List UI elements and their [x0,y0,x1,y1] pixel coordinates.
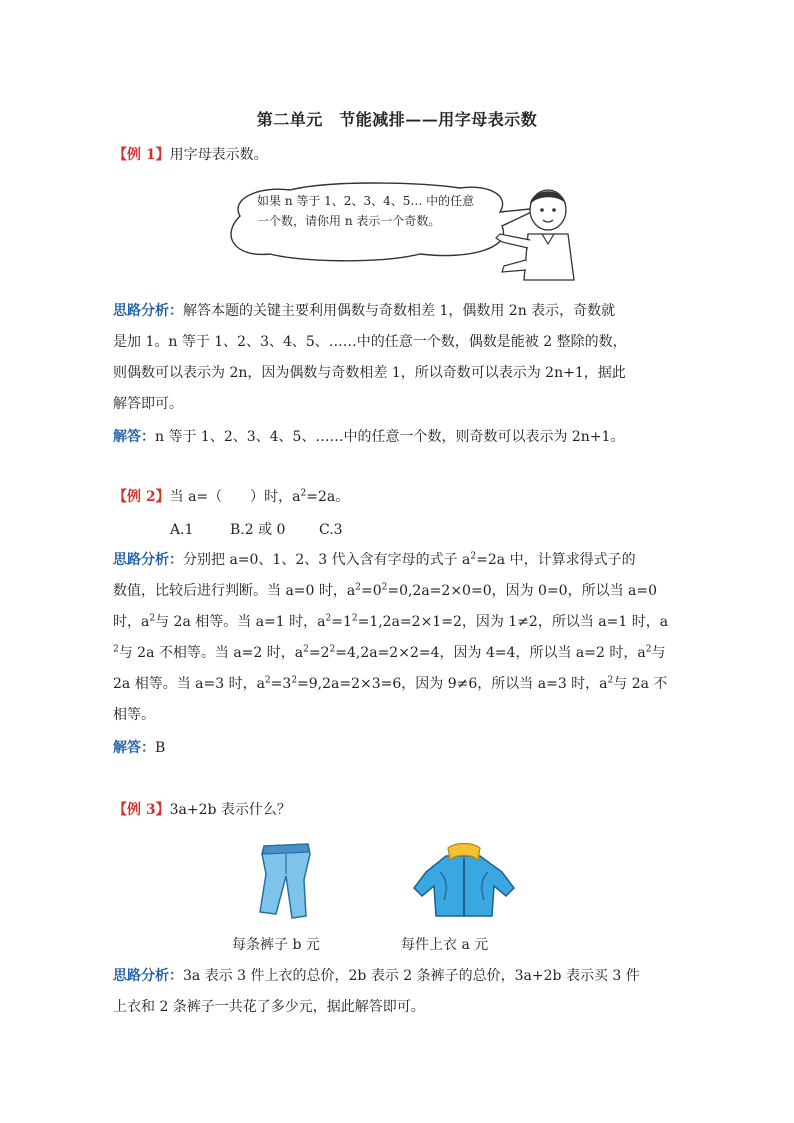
example-2-analysis-line-2 [113,581,688,601]
example-3-question [113,800,688,820]
option-a: A.1 [170,522,194,538]
speech-bubble-line-1: 如果 n 等于 1、2、3、4、5… 中的任意 [257,194,475,208]
example-1-analysis-line-2: 是加 1。n 等于 1、2、3、4、5、……中的任意一个数，偶数是能被 2 整除的数， [113,334,627,350]
superscript: 2 [645,644,652,655]
example-3-analysis-line-1 [113,966,688,986]
analysis-text: =0 [360,583,382,599]
question-text: 当 a=（ ）时，a [169,489,301,505]
example-3-analysis-line-2: 上衣和 2 条裤子一共花了多少元，据此解答即可。 [113,999,425,1015]
superscript: 2 [607,675,614,686]
example-2-options [170,519,343,539]
analysis-text: 分别把 a=0、1、2、3 代入含有字母的式子 a [183,552,471,568]
example-1-analysis-label: 思路分析： [113,303,183,319]
superscript: 2 [325,613,332,624]
analysis-text: =4,2a=2×2=4，因为 4=4，所以当 a=2 时，a [335,645,646,661]
example-2-answer [113,738,688,758]
page-title: 第二单元 节能减排——用字母表示数 [256,110,538,129]
analysis-text: =2a 中，计算求得式子的 [476,552,636,568]
superscript: 2 [300,488,307,499]
example-1-answer-label: 解答： [113,429,155,445]
option-c: C.3 [319,522,343,538]
pants-illustration [246,840,326,920]
question-text: 3a+2b 表示什么？ [169,802,291,818]
example-2-answer-label: 解答： [113,740,155,756]
jacket-caption: 每件上衣 a 元 [401,937,489,953]
example-2-analysis-line-1 [113,550,688,570]
superscript: 2 [291,675,298,686]
example-2-analysis-line-3 [113,612,688,632]
example-2-analysis-line-5 [113,674,688,694]
example-2-tag: 【例 2】 [113,489,170,505]
answer-text: n 等于 1、2、3、4、5、……中的任意一个数，则奇数可以表示为 2n+1。 [155,429,625,445]
example-1-analysis-line-3: 则偶数可以表示为 2n，因为偶数与奇数相差 1，所以奇数可以表示为 2n+1，据此 [113,365,626,381]
jacket-illustration [410,842,520,922]
example-2-question [113,487,688,507]
example-2-analysis-label: 思路分析： [113,552,183,568]
question-text: =2a。 [306,489,350,505]
teacher-illustration [490,182,590,282]
example-1-question-text: 用字母表示数。 [169,147,268,163]
superscript: 2 [113,644,119,655]
superscript: 2 [470,551,477,562]
analysis-text: 解答本题的关键主要利用偶数与奇数相差 1，偶数用 2n 表示，奇数就 [183,303,616,319]
analysis-text: 与 2a 不 [613,676,668,692]
analysis-text: 与 2a 相等。当 a=1 时，a [155,614,326,630]
superscript: 2 [351,613,358,624]
example-1-analysis-line-4: 解答即可。 [113,396,183,412]
analysis-text: 3a 表示 3 件上衣的总价，2b 表示 2 条裤子的总价，3a+2b 表示买 3 件 [183,968,640,984]
example-1-answer [113,427,688,447]
example-2-analysis-line-6: 相等。 [113,707,155,723]
superscript: 2 [381,582,388,593]
example-1-tag: 【例 1】 [113,147,170,163]
analysis-text: 时，a [113,614,150,630]
superscript: 2 [149,613,156,624]
analysis-text: =0,2a=2×0=0，因为 0=0，所以当 a=0 [387,583,658,599]
analysis-text: =2 [308,645,330,661]
example-1-question [113,145,688,165]
example-1-analysis-line-1 [113,301,688,321]
analysis-text: =3 [270,676,292,692]
superscript: 2 [355,582,361,593]
example-2-analysis-line-4 [113,643,688,663]
superscript: 2 [264,675,271,686]
example-3-tag: 【例 3】 [113,802,170,818]
analysis-text: =1 [331,614,352,630]
superscript: 2 [303,644,309,655]
speech-bubble-line-2: 一个数，请你用 n 表示一个奇数。 [257,214,441,228]
superscript: 2 [329,644,336,655]
analysis-text: 2a 相等。当 a=3 时，a [113,676,265,692]
analysis-text: =1,2a=2×1=2，因为 1≠2，所以当 a=1 时，a [357,614,669,630]
answer-text: B [155,740,166,756]
speech-bubble-text [257,191,474,231]
analysis-text: 与 2a 不相等。当 a=2 时，a [118,645,304,661]
option-b: B.2 或 0 [230,522,286,538]
pants-caption: 每条裤子 b 元 [232,937,320,953]
analysis-text: 与 [651,645,666,661]
analysis-text: 数值，比较后进行判断。当 a=0 时，a [113,583,356,599]
example-3-analysis-label: 思路分析： [113,968,183,984]
analysis-text: =9,2a=2×3=6，因为 9≠6，所以当 a=3 时，a [297,676,608,692]
